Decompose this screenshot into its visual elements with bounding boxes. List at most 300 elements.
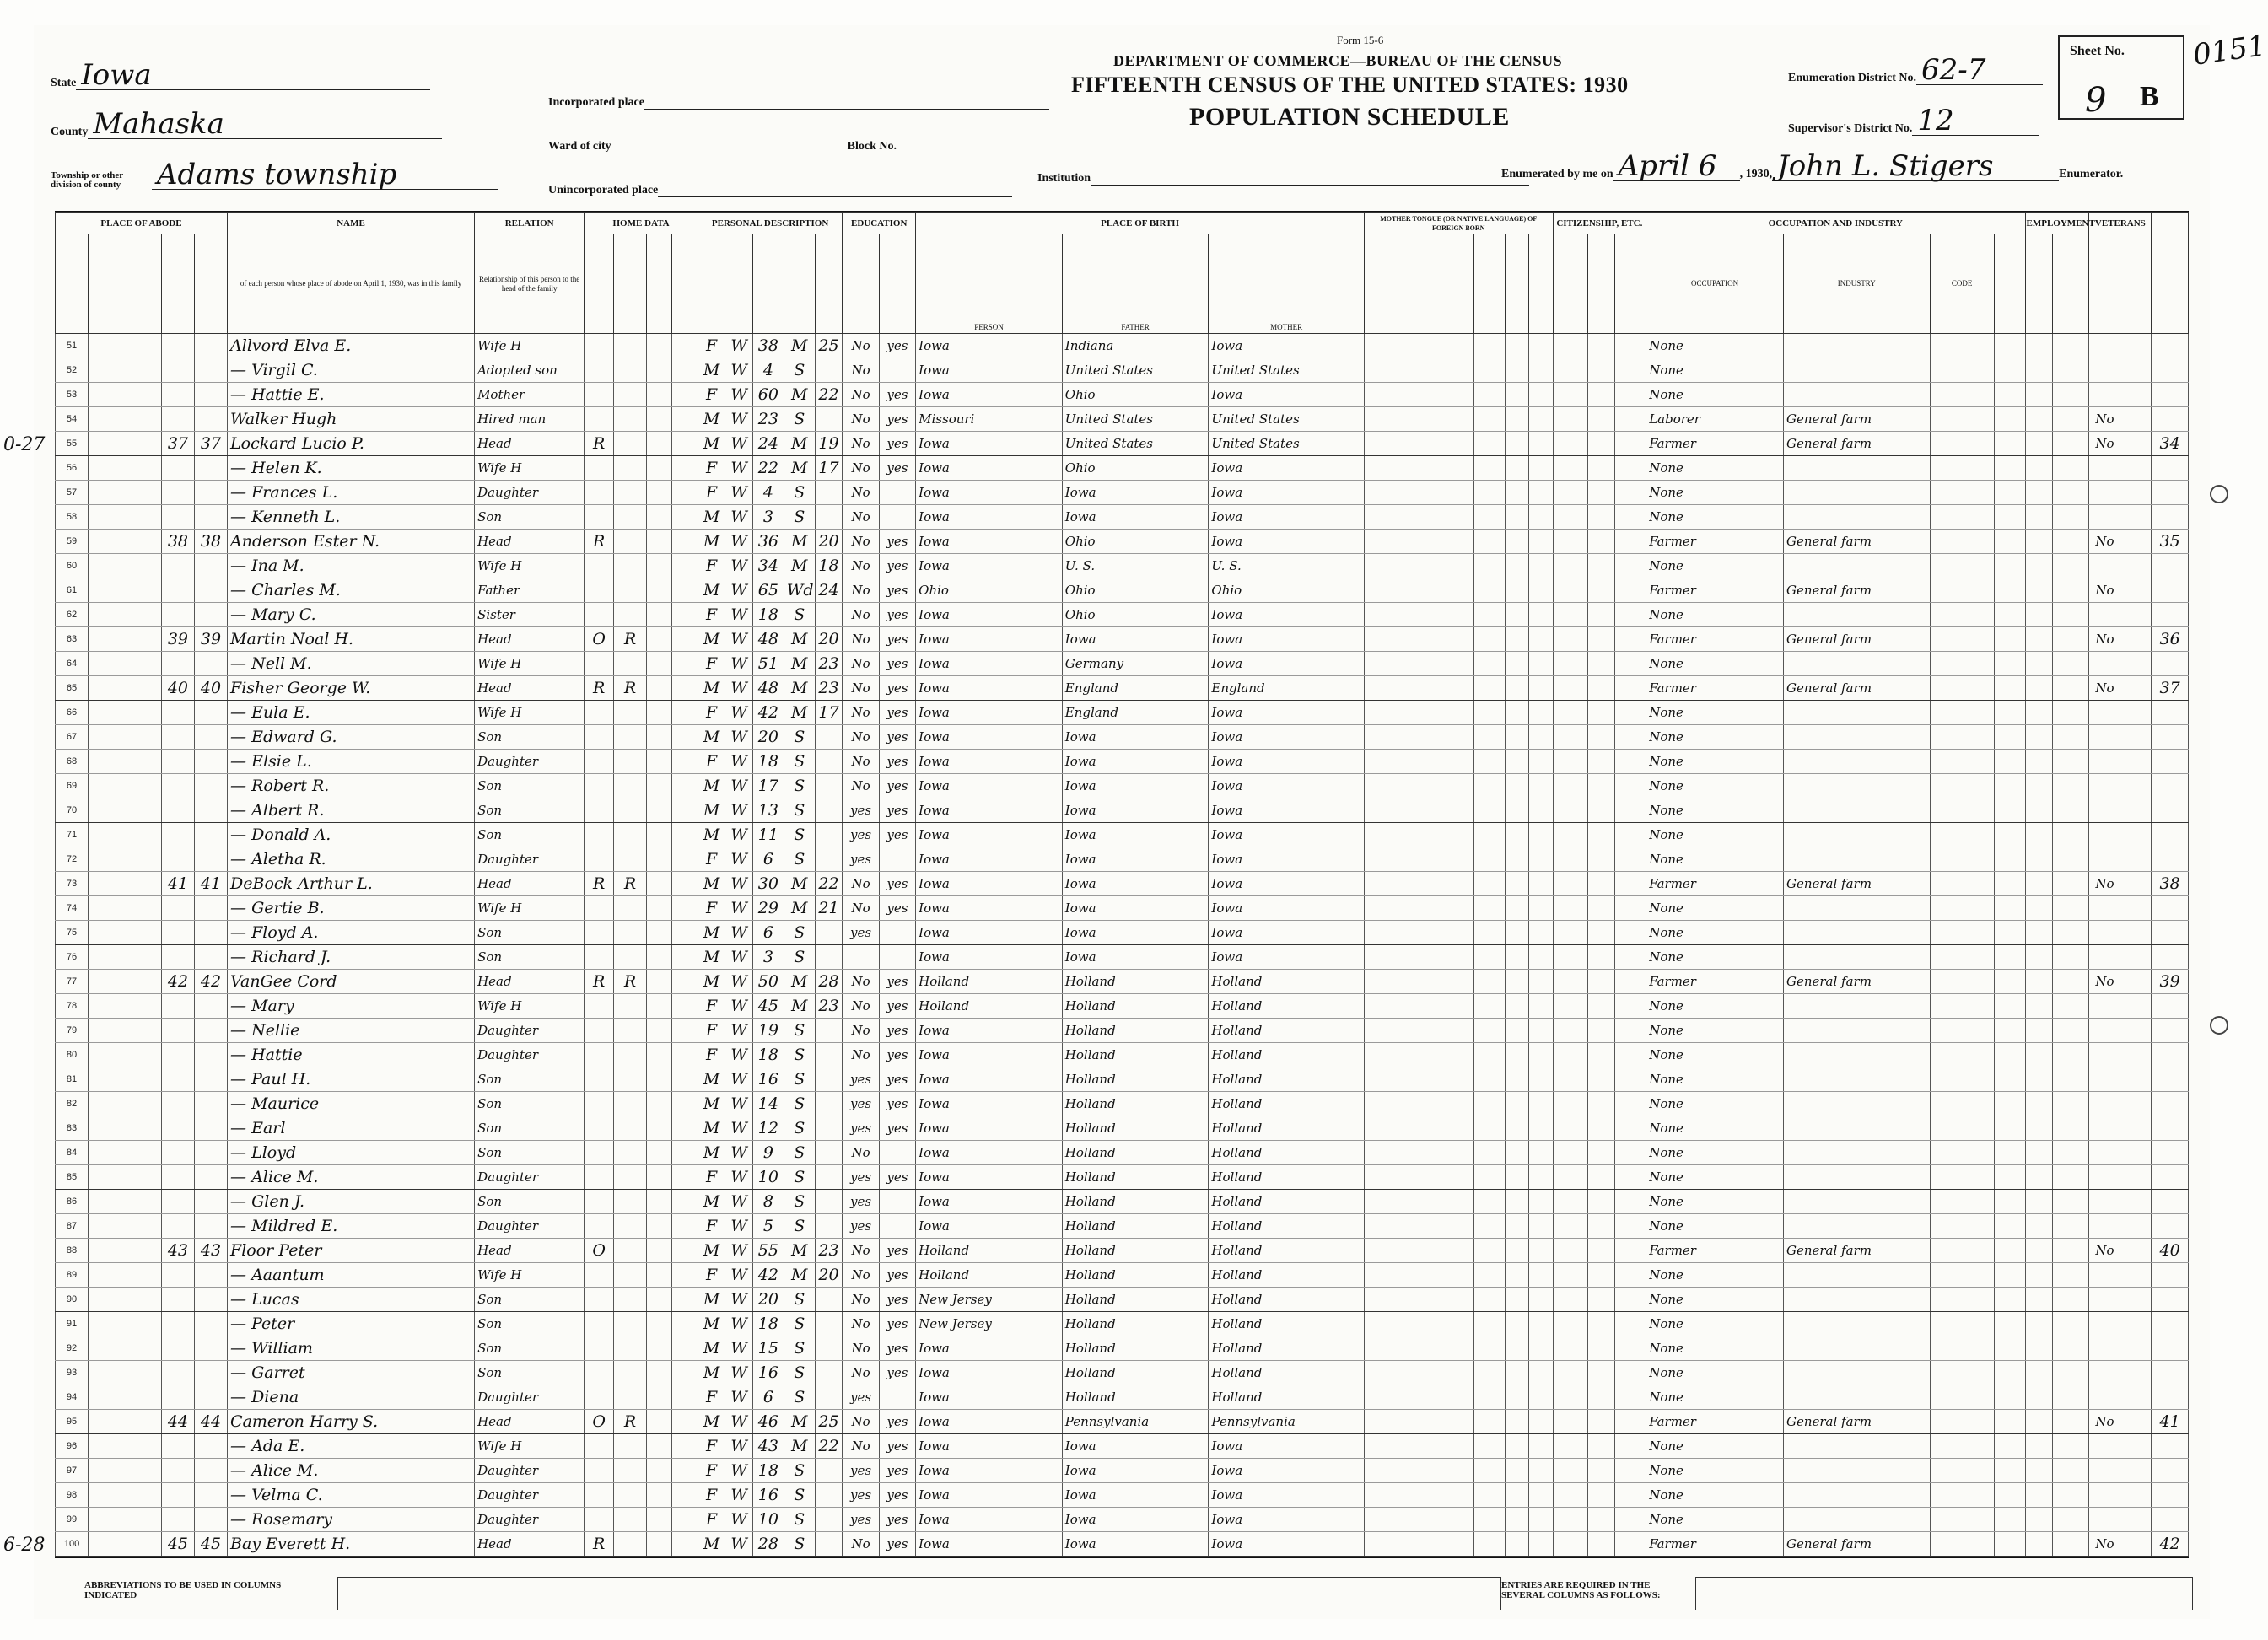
cell-ln: 77 xyxy=(56,970,89,994)
cell-val xyxy=(614,383,647,407)
cell-cls xyxy=(1994,1532,2025,1557)
cell-name: Cameron Harry S. xyxy=(228,1410,475,1434)
cell-war xyxy=(2120,1190,2152,1214)
cell-age: 9 xyxy=(752,1141,784,1165)
cell-code xyxy=(1930,1165,1994,1190)
cell-ind xyxy=(1783,1165,1930,1190)
cell-dw: 40 xyxy=(161,676,194,701)
cell-val xyxy=(614,1532,647,1557)
cell-ln: 90 xyxy=(56,1288,89,1312)
table-row xyxy=(56,652,2189,676)
cell-pb: Iowa xyxy=(916,1019,1063,1043)
cell-fb: England xyxy=(1062,676,1209,701)
cell-code xyxy=(1930,456,1994,481)
cell-house xyxy=(121,970,162,994)
cell-sch: No xyxy=(843,1336,879,1361)
cell-own xyxy=(585,1434,614,1459)
cell-farm: 37 xyxy=(2152,676,2189,701)
cell-own xyxy=(585,652,614,676)
cell-am xyxy=(815,921,843,945)
cell-lang xyxy=(1364,798,1473,823)
cell-ln: 82 xyxy=(56,1092,89,1116)
cell-ind xyxy=(1783,603,1930,627)
cell-cc xyxy=(1529,1092,1553,1116)
cell-am xyxy=(815,358,843,383)
cell-own xyxy=(585,774,614,798)
cell-farm xyxy=(2152,1165,2189,1190)
cell-house xyxy=(121,1043,162,1067)
cell-rel: Head xyxy=(475,970,585,994)
cell-race: W xyxy=(725,1263,753,1288)
cell-rel: Head xyxy=(475,1239,585,1263)
cell-cc xyxy=(1529,1336,1553,1361)
table-row xyxy=(56,456,2189,481)
cell-own xyxy=(585,554,614,578)
cell-lang xyxy=(1364,921,1473,945)
cell-cb xyxy=(1506,1385,1529,1410)
cell-eng xyxy=(1615,1141,1646,1165)
cell-house xyxy=(121,505,162,530)
cell-ms: S xyxy=(784,847,815,872)
cell-name: — Maurice xyxy=(228,1092,475,1116)
cell-ms: M xyxy=(784,554,815,578)
cell-house xyxy=(121,945,162,970)
cell-nat xyxy=(1587,456,1615,481)
cell-ca xyxy=(1474,1019,1506,1043)
cell-pb: Iowa xyxy=(916,1116,1063,1141)
cell-nat xyxy=(1587,847,1615,872)
cell-cc xyxy=(1529,1141,1553,1165)
cell-nat xyxy=(1587,970,1615,994)
cell-name: — Peter xyxy=(228,1312,475,1336)
cell-age: 45 xyxy=(752,994,784,1019)
cell-ind: General farm xyxy=(1783,627,1930,652)
cell-occ: None xyxy=(1646,603,1784,627)
cell-ca xyxy=(1474,1385,1506,1410)
cell-radio xyxy=(647,530,672,554)
cell-cb xyxy=(1506,847,1529,872)
cell-house xyxy=(121,456,162,481)
cell-street xyxy=(89,847,121,872)
cell-ln: 100 xyxy=(56,1532,89,1557)
cell-radio xyxy=(647,872,672,896)
cell-sch: No xyxy=(843,334,879,358)
cell-fam xyxy=(194,1336,227,1361)
cell-dw xyxy=(161,1434,194,1459)
cell-farm xyxy=(2152,945,2189,970)
cell-am xyxy=(815,1092,843,1116)
cell-radio xyxy=(647,701,672,725)
cell-sch xyxy=(843,945,879,970)
cell-am: 28 xyxy=(815,970,843,994)
cell-war xyxy=(2120,1239,2152,1263)
cell-sch: No xyxy=(843,652,879,676)
cell-cb xyxy=(1506,970,1529,994)
sheet-number: 9 xyxy=(2085,81,2107,120)
cell-house xyxy=(121,1483,162,1508)
cell-cls xyxy=(1994,970,2025,994)
cell-dw xyxy=(161,1263,194,1288)
cell-sch: No xyxy=(843,1141,879,1165)
cell-street xyxy=(89,505,121,530)
cell-pb: Iowa xyxy=(916,1092,1063,1116)
cell-cc xyxy=(1529,1361,1553,1385)
cell-own xyxy=(585,798,614,823)
cell-nat xyxy=(1587,1385,1615,1410)
cell-lang xyxy=(1364,1361,1473,1385)
cell-radio xyxy=(647,358,672,383)
cell-am xyxy=(815,1312,843,1336)
cell-rd: yes xyxy=(879,1508,915,1532)
cell-war xyxy=(2120,896,2152,921)
cell-fam xyxy=(194,554,227,578)
cell-lineno xyxy=(2053,1067,2089,1092)
cell-pb: Iowa xyxy=(916,603,1063,627)
cell-mb: U. S. xyxy=(1209,554,1365,578)
cell-house xyxy=(121,1361,162,1385)
cell-nat xyxy=(1587,774,1615,798)
cell-imm xyxy=(1553,994,1587,1019)
cell-cb xyxy=(1506,921,1529,945)
institution-value xyxy=(1091,160,1529,186)
cell-cls xyxy=(1994,872,2025,896)
cell-dw xyxy=(161,358,194,383)
cell-work xyxy=(2025,1361,2053,1385)
cell-age: 8 xyxy=(752,1190,784,1214)
table-row xyxy=(56,432,2189,456)
cell-cc xyxy=(1529,530,1553,554)
cell-ln: 70 xyxy=(56,798,89,823)
cell-ms: S xyxy=(784,823,815,847)
cell-house xyxy=(121,1312,162,1336)
cell-ln: 86 xyxy=(56,1190,89,1214)
cell-nat xyxy=(1587,1019,1615,1043)
cell-nat xyxy=(1587,481,1615,505)
cell-cls xyxy=(1994,627,2025,652)
cell-ln: 63 xyxy=(56,627,89,652)
cell-house xyxy=(121,701,162,725)
cell-cb xyxy=(1506,530,1529,554)
cell-rel: Son xyxy=(475,725,585,750)
cell-farm xyxy=(2152,823,2189,847)
cell-age: 3 xyxy=(752,505,784,530)
cell-rel: Wife H xyxy=(475,334,585,358)
cell-lineno xyxy=(2053,1312,2089,1336)
cell-lang xyxy=(1364,1092,1473,1116)
cell-ms: S xyxy=(784,1459,815,1483)
cell-vet xyxy=(2089,603,2120,627)
cell-cls xyxy=(1994,1459,2025,1483)
cell-vet xyxy=(2089,1434,2120,1459)
cell-rel: Son xyxy=(475,1288,585,1312)
cell-fb: Holland xyxy=(1062,1141,1209,1165)
cell-code xyxy=(1930,505,1994,530)
cell-dw xyxy=(161,1141,194,1165)
cell-age: 14 xyxy=(752,1092,784,1116)
table-row xyxy=(56,505,2189,530)
cell-nat xyxy=(1587,1092,1615,1116)
cell-race: W xyxy=(725,847,753,872)
cell-eng xyxy=(1615,505,1646,530)
cell-eng xyxy=(1615,823,1646,847)
cell-dw xyxy=(161,1312,194,1336)
cell-ca xyxy=(1474,456,1506,481)
cell-dw xyxy=(161,1483,194,1508)
cell-street xyxy=(89,432,121,456)
cell-imm xyxy=(1553,481,1587,505)
cell-imm xyxy=(1553,1434,1587,1459)
head-immig-year xyxy=(1553,234,1587,334)
cell-fb: Ohio xyxy=(1062,578,1209,603)
cell-dw xyxy=(161,1385,194,1410)
cell-cls xyxy=(1994,456,2025,481)
cell-fam xyxy=(194,1312,227,1336)
cell-race: W xyxy=(725,994,753,1019)
cell-own xyxy=(585,1116,614,1141)
cell-sex: M xyxy=(698,823,725,847)
cell-am xyxy=(815,1483,843,1508)
cell-lang xyxy=(1364,774,1473,798)
cell-house xyxy=(121,1410,162,1434)
cell-race: W xyxy=(725,1092,753,1116)
cell-cc xyxy=(1529,627,1553,652)
cell-sex: M xyxy=(698,798,725,823)
head-farm-no xyxy=(2152,234,2189,334)
enum-district-label: Enumeration District No. xyxy=(1788,72,1917,84)
cell-pb: Iowa xyxy=(916,750,1063,774)
cell-am xyxy=(815,847,843,872)
cell-work xyxy=(2025,432,2053,456)
cell-name: — Ina M. xyxy=(228,554,475,578)
head-name: of each person whose place of abode on April 1, 1930, was in this family xyxy=(228,234,475,334)
cell-war xyxy=(2120,1459,2152,1483)
cell-cc xyxy=(1529,1410,1553,1434)
cell-eng xyxy=(1615,1361,1646,1385)
cell-occ: None xyxy=(1646,1092,1784,1116)
cell-street xyxy=(89,578,121,603)
cell-fb: Holland xyxy=(1062,1214,1209,1239)
cell-own xyxy=(585,481,614,505)
cell-sex: M xyxy=(698,1092,725,1116)
cell-rel: Wife H xyxy=(475,1434,585,1459)
cell-cc xyxy=(1529,1067,1553,1092)
cell-ms: S xyxy=(784,1067,815,1092)
cell-sex: F xyxy=(698,847,725,872)
cell-fam xyxy=(194,847,227,872)
cell-sch: yes xyxy=(843,921,879,945)
cell-mb: Ohio xyxy=(1209,578,1365,603)
table-row xyxy=(56,1434,2189,1459)
cell-sex: F xyxy=(698,1019,725,1043)
cell-occ: None xyxy=(1646,1214,1784,1239)
cell-ind xyxy=(1783,358,1930,383)
cell-sch: yes xyxy=(843,1483,879,1508)
cell-sch: No xyxy=(843,358,879,383)
cell-vet xyxy=(2089,1459,2120,1483)
cell-race: W xyxy=(725,896,753,921)
cell-ind xyxy=(1783,823,1930,847)
cell-cb xyxy=(1506,1434,1529,1459)
cell-race: W xyxy=(725,1190,753,1214)
cell-dw xyxy=(161,1214,194,1239)
cell-fb: Iowa xyxy=(1062,481,1209,505)
cell-work xyxy=(2025,970,2053,994)
cell-rel: Son xyxy=(475,823,585,847)
cell-nat xyxy=(1587,1434,1615,1459)
group-veterans: VETERANS xyxy=(2089,213,2152,234)
cell-fam xyxy=(194,1483,227,1508)
cell-street xyxy=(89,627,121,652)
cell-name: — Glen J. xyxy=(228,1190,475,1214)
cell-ln: 88 xyxy=(56,1239,89,1263)
cell-cls xyxy=(1994,1288,2025,1312)
cell-val xyxy=(614,554,647,578)
cell-nat xyxy=(1587,358,1615,383)
table-row xyxy=(56,872,2189,896)
cell-own xyxy=(585,578,614,603)
cell-cc xyxy=(1529,896,1553,921)
cell-dw xyxy=(161,896,194,921)
cell-fb: Holland xyxy=(1062,1043,1209,1067)
cell-ind xyxy=(1783,1116,1930,1141)
cell-farm xyxy=(2152,358,2189,383)
cell-pb: Iowa xyxy=(916,432,1063,456)
group-employment: EMPLOYMENT xyxy=(2025,213,2089,234)
cell-mb: Iowa xyxy=(1209,823,1365,847)
cell-sch: yes xyxy=(843,1508,879,1532)
cell-cb xyxy=(1506,1410,1529,1434)
cell-war xyxy=(2120,1043,2152,1067)
cell-ind xyxy=(1783,481,1930,505)
cell-work xyxy=(2025,554,2053,578)
head-age-marriage xyxy=(815,234,843,334)
cell-cb xyxy=(1506,823,1529,847)
cell-dw xyxy=(161,407,194,432)
cell-cc xyxy=(1529,1288,1553,1312)
cell-farm xyxy=(2152,1116,2189,1141)
cell-age: 16 xyxy=(752,1483,784,1508)
cell-ca xyxy=(1474,1336,1506,1361)
cell-lineno xyxy=(2053,1336,2089,1361)
cell-code xyxy=(1930,823,1994,847)
cell-name: — Diena xyxy=(228,1385,475,1410)
cell-ind: General farm xyxy=(1783,407,1930,432)
cell-ms: S xyxy=(784,750,815,774)
cell-ln: 74 xyxy=(56,896,89,921)
cell-radio xyxy=(647,1288,672,1312)
cell-sex: F xyxy=(698,1263,725,1288)
cell-fam: 45 xyxy=(194,1532,227,1557)
cell-radio xyxy=(647,1043,672,1067)
cell-lineno xyxy=(2053,1385,2089,1410)
cell-age: 46 xyxy=(752,1410,784,1434)
cell-rel: Wife H xyxy=(475,554,585,578)
cell-ln: 72 xyxy=(56,847,89,872)
cell-house xyxy=(121,481,162,505)
cell-ln: 91 xyxy=(56,1312,89,1336)
cell-sex: M xyxy=(698,1067,725,1092)
cell-eng xyxy=(1615,334,1646,358)
cell-cls xyxy=(1994,481,2025,505)
cell-fam xyxy=(194,358,227,383)
cell-rd: yes xyxy=(879,872,915,896)
cell-cc xyxy=(1529,505,1553,530)
cell-dw: 43 xyxy=(161,1239,194,1263)
cell-dw xyxy=(161,847,194,872)
cell-eng xyxy=(1615,676,1646,701)
cell-ms: S xyxy=(784,725,815,750)
cell-farm xyxy=(2152,383,2189,407)
cell-farmres xyxy=(672,383,698,407)
cell-sex: F xyxy=(698,1508,725,1532)
cell-cc xyxy=(1529,1483,1553,1508)
cell-ind xyxy=(1783,1434,1930,1459)
cell-val xyxy=(614,1239,647,1263)
cell-ms: M xyxy=(784,652,815,676)
cell-sex: F xyxy=(698,1459,725,1483)
cell-street xyxy=(89,334,121,358)
cell-rel: Daughter xyxy=(475,1385,585,1410)
cell-sex: M xyxy=(698,676,725,701)
cell-cb xyxy=(1506,505,1529,530)
cell-sex: F xyxy=(698,1214,725,1239)
state-label: State xyxy=(51,77,77,89)
cell-rel: Son xyxy=(475,1336,585,1361)
cell-street xyxy=(89,1263,121,1288)
cell-sch: yes xyxy=(843,1385,879,1410)
cell-sch: No xyxy=(843,1043,879,1067)
cell-own xyxy=(585,750,614,774)
cell-rel: Daughter xyxy=(475,1459,585,1483)
cell-vet: No xyxy=(2089,1532,2120,1557)
cell-am: 25 xyxy=(815,1410,843,1434)
cell-eng xyxy=(1615,994,1646,1019)
cell-ln: 80 xyxy=(56,1043,89,1067)
cell-war xyxy=(2120,383,2152,407)
cell-imm xyxy=(1553,1116,1587,1141)
cell-house xyxy=(121,676,162,701)
cell-val xyxy=(614,530,647,554)
cell-farm xyxy=(2152,725,2189,750)
cell-imm xyxy=(1553,627,1587,652)
cell-dw xyxy=(161,945,194,970)
cell-war xyxy=(2120,652,2152,676)
cell-occ: None xyxy=(1646,383,1784,407)
cell-am xyxy=(815,505,843,530)
cell-age: 17 xyxy=(752,774,784,798)
cell-cls xyxy=(1994,847,2025,872)
cell-lang xyxy=(1364,627,1473,652)
cell-ca xyxy=(1474,676,1506,701)
cell-war xyxy=(2120,1141,2152,1165)
cell-occ: None xyxy=(1646,725,1784,750)
head-occupation: OCCUPATION xyxy=(1646,234,1784,334)
cell-cls xyxy=(1994,358,2025,383)
cell-pb: Iowa xyxy=(916,1459,1063,1483)
cell-ca xyxy=(1474,578,1506,603)
cell-vet xyxy=(2089,896,2120,921)
cell-fam xyxy=(194,1092,227,1116)
cell-street xyxy=(89,1361,121,1385)
cell-ca xyxy=(1474,1116,1506,1141)
cell-rel: Head xyxy=(475,627,585,652)
supervisor-value: 12 xyxy=(1912,106,2039,136)
cell-imm xyxy=(1553,432,1587,456)
cell-code xyxy=(1930,1312,1994,1336)
cell-sch: No xyxy=(843,627,879,652)
cell-cc xyxy=(1529,1239,1553,1263)
cell-lang xyxy=(1364,945,1473,970)
